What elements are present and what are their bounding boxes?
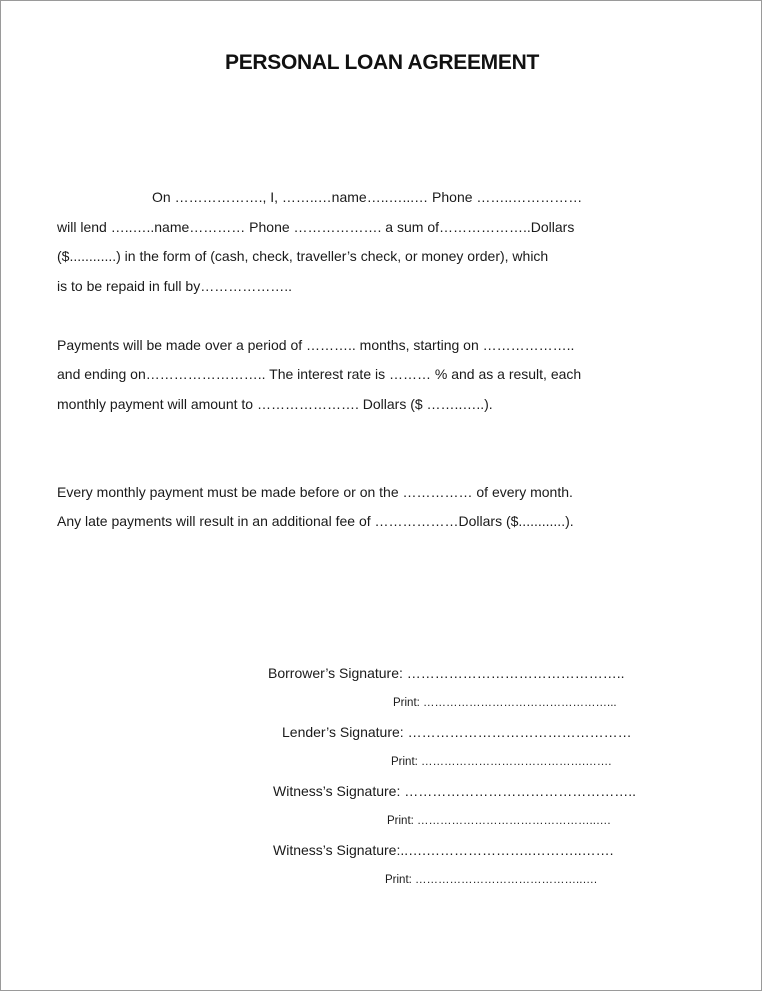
paragraph2-line3: monthly payment will amount to …………………. Dollars ($ ……..…..). (57, 396, 493, 412)
witness2-print-line: Print: ……………………………………..…. (385, 874, 598, 886)
paragraph2-line2: and ending on…………………….. The interest rate is ……… % and as a result, each (57, 366, 582, 382)
borrower-print-line: Print: …………………………………………... (393, 697, 617, 709)
witness1-signature-line: Witness’s Signature: ………………………………………….. (273, 783, 637, 799)
lender-print-line: Print: …………………………………….……. (391, 756, 612, 768)
witness2-signature-line: Witness’s Signature:..….…………………..………..……. (273, 842, 614, 858)
witness1-print-line: Print: ………………………………………..…. (387, 815, 611, 827)
paragraph2-line1: Payments will be made over a period of ……….. months, starting on ……………….. (57, 337, 575, 353)
paragraph1-line3: ($............) in the form of (cash, check, traveller’s check, or money order), which (57, 248, 549, 264)
paragraph3-line2: Any late payments will result in an additional fee of ………………Dollars ($............). (57, 513, 574, 529)
paragraph1-line1: On ………………., I, ……..…name…..…...… Phone ……..…………… (152, 189, 583, 205)
paragraph1-line4: is to be repaid in full by……………….. (57, 278, 292, 294)
paragraph3-line1: Every monthly payment must be made before or on the …………… of every month. (57, 484, 573, 500)
borrower-signature-line: Borrower’s Signature: ……………………………………….. (268, 665, 625, 681)
document-title: PERSONAL LOAN AGREEMENT (225, 51, 539, 74)
paragraph1-line2: will lend …..…..name………… Phone ………………. a sum of………………..Dollars (57, 219, 575, 235)
lender-signature-line: Lender’s Signature: ………………………………………… (282, 724, 632, 740)
